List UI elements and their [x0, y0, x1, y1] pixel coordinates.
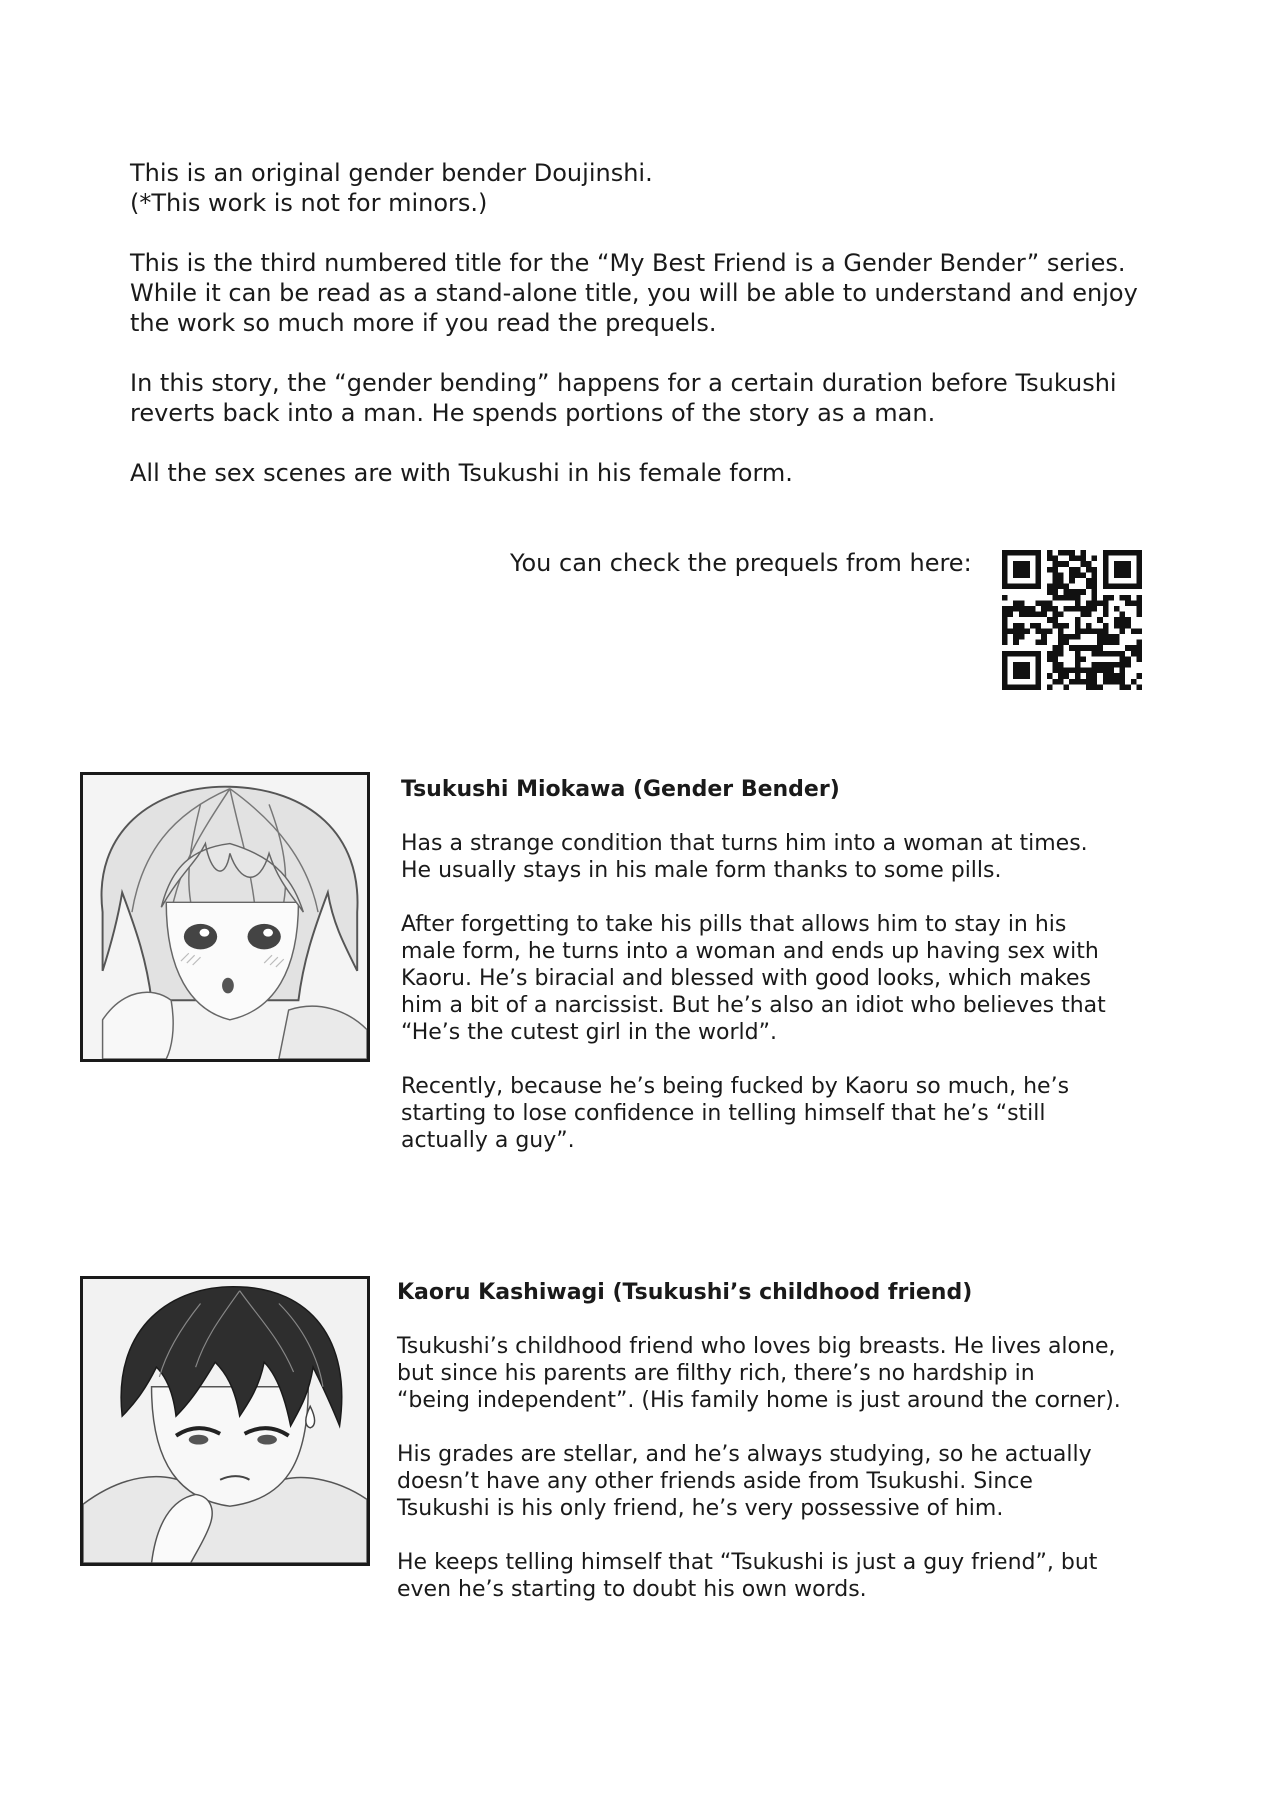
profile-line: “being independent”. (His family home is just around the corner). [397, 1388, 1121, 1413]
profile-paragraph [401, 1073, 1106, 1154]
profile-line: him a bit of a narcissist. But he’s also an idiot who believes that [401, 993, 1106, 1018]
qr-code[interactable] [1002, 550, 1142, 690]
profile-line: He usually stays in his male form thanks to some pills. [401, 858, 1002, 883]
profile-line: Recently, because he’s being fucked by Kaoru so much, he’s [401, 1074, 1070, 1099]
intro-line: This is the third numbered title for the “My Best Friend is a Gender Bender” series. [130, 249, 1126, 277]
profile-kaoru [397, 1279, 1121, 1630]
intro-line: All the sex scenes are with Tsukushi in his female form. [130, 459, 793, 487]
intro-line: In this story, the “gender bending” happens for a certain duration before Tsukushi [130, 369, 1117, 397]
profile-line: male form, he turns into a woman and ends up having sex with [401, 939, 1099, 964]
intro-text [130, 158, 1180, 518]
intro-line: (*This work is not for minors.) [130, 189, 488, 217]
intro-line: the work so much more if you read the prequels. [130, 309, 717, 337]
profile-line: Kaoru. He’s biracial and blessed with good looks, which makes [401, 966, 1091, 991]
profile-line: but since his parents are filthy rich, there’s no hardship in [397, 1361, 1035, 1386]
intro-paragraph-1 [130, 158, 1180, 218]
portrait-tsukushi [80, 772, 370, 1062]
profile-line: doesn’t have any other friends aside from Tsukushi. Since [397, 1469, 1033, 1494]
profile-line: actually a guy”. [401, 1128, 575, 1153]
intro-line: While it can be read as a stand-alone title, you will be able to understand and enjoy [130, 279, 1138, 307]
portrait-kaoru-image [83, 1279, 367, 1563]
intro-paragraph-2 [130, 248, 1180, 338]
intro-line: This is an original gender bender Doujinshi. [130, 159, 653, 187]
character-name: Kaoru Kashiwagi (Tsukushi’s childhood friend) [397, 1280, 973, 1305]
profile-paragraph [397, 1333, 1121, 1414]
portrait-kaoru [80, 1276, 370, 1566]
character-name: Tsukushi Miokawa (Gender Bender) [401, 777, 840, 802]
intro-line: reverts back into a man. He spends portions of the story as a man. [130, 399, 936, 427]
profile-paragraph [401, 830, 1106, 884]
profile-line: Tsukushi’s childhood friend who loves big breasts. He lives alone, [397, 1334, 1116, 1359]
profile-line: Has a strange condition that turns him into a woman at times. [401, 831, 1088, 856]
profile-line: He keeps telling himself that “Tsukushi is just a guy friend”, but [397, 1550, 1098, 1575]
profile-paragraph [401, 911, 1106, 1046]
intro-paragraph-4 [130, 458, 1180, 488]
profile-paragraph [397, 1549, 1121, 1603]
profile-line: After forgetting to take his pills that allows him to stay in his [401, 912, 1067, 937]
profile-line: even he’s starting to doubt his own words. [397, 1577, 867, 1602]
profile-paragraph [397, 1441, 1121, 1522]
profile-line: “He’s the cutest girl in the world”. [401, 1020, 777, 1045]
intro-paragraph-3 [130, 368, 1180, 428]
portrait-tsukushi-image [83, 775, 367, 1059]
qr-code-icon [1002, 550, 1142, 690]
profile-line: Tsukushi is his only friend, he’s very possessive of him. [397, 1496, 1004, 1521]
profile-line: starting to lose confidence in telling himself that he’s “still [401, 1101, 1046, 1126]
prequels-label: You can check the prequels from here: [510, 549, 972, 577]
profile-tsukushi [401, 776, 1106, 1181]
profile-line: His grades are stellar, and he’s always studying, so he actually [397, 1442, 1092, 1467]
